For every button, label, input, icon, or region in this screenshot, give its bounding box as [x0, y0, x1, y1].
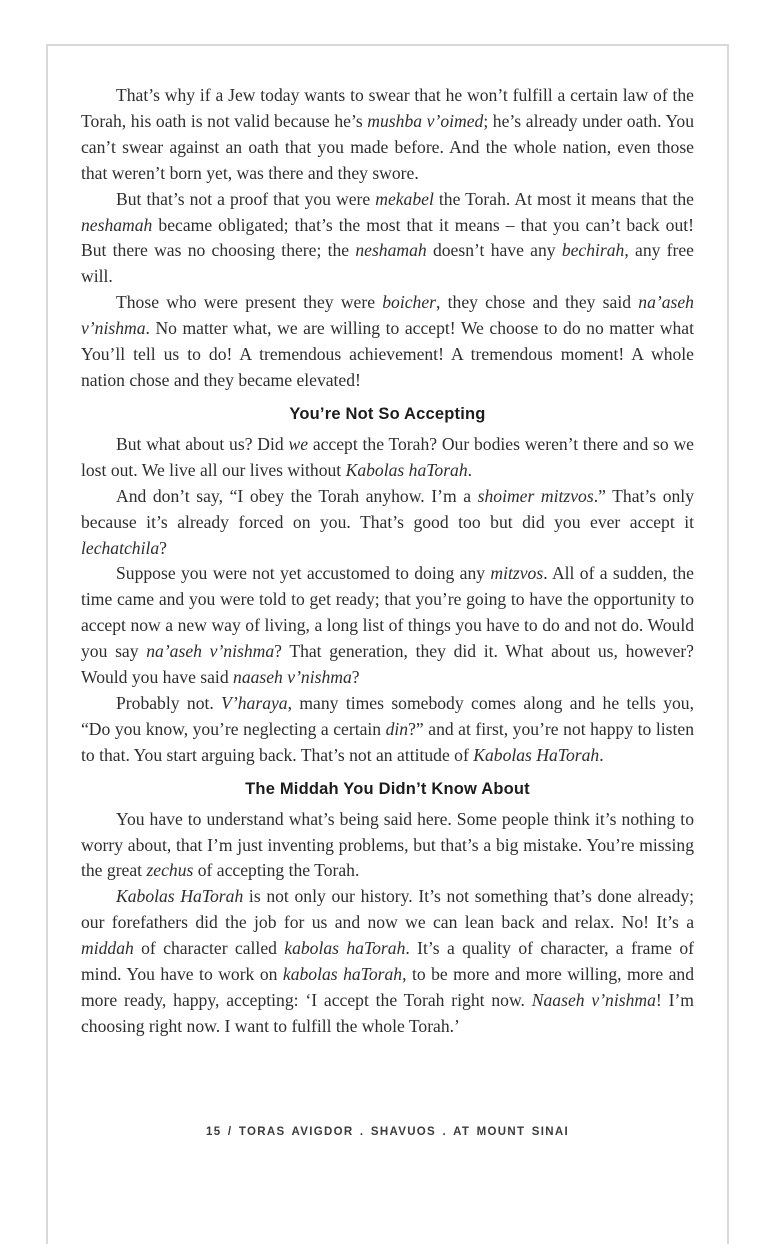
text-run: Probably not. — [116, 692, 222, 713]
italic-term: din — [385, 718, 409, 739]
page-frame — [46, 44, 729, 1244]
text-run: accept the Torah? Our bodies weren’t there and so we lost out. We live all our lives without — [81, 433, 694, 480]
italic-term: Kabolas haTorah — [345, 459, 468, 480]
text-run: You’re Not So Accepting — [289, 404, 486, 423]
text-run: doesn’t have any — [426, 240, 562, 261]
text-run: the Torah. At most it means that the — [433, 188, 694, 209]
paragraph — [81, 484, 694, 562]
italic-term: na’aseh v’nishma — [146, 641, 275, 662]
italic-term: na’aseh v’nishma — [81, 292, 694, 339]
italic-term: we — [288, 433, 309, 454]
paragraph — [81, 807, 694, 885]
italic-term: Kabolas HaTorah — [116, 886, 244, 907]
text-run: , they chose and they said — [436, 292, 639, 313]
italic-term: mekabel — [375, 188, 434, 209]
italic-term: mitzvos — [490, 563, 544, 584]
text-run: You have to understand what’s being said here. Some people think it’s nothing to worry about, that I’m just inventing problems, but that’s a big mistake. You’re missing the great — [81, 808, 694, 881]
text-run: of character called — [133, 938, 285, 959]
italic-term: mushba v’oimed — [367, 110, 484, 131]
italic-term: Kabolas HaTorah — [473, 744, 600, 765]
text-run: of accepting the Torah. — [193, 860, 360, 881]
text-run: Those who were present they were — [116, 292, 383, 313]
text-run: .” That’s only because it’s already forced on you. That’s good too but did you ever accept it — [81, 485, 694, 532]
italic-term: Naaseh v’nishma — [531, 990, 656, 1010]
text-run: ? That generation, they did it. What about us, however? Would you have said — [81, 641, 694, 688]
italic-term: V’haraya — [221, 692, 288, 713]
text-run: ! I’m choosing right now. I want to fulfill the whole Torah.’ — [81, 990, 694, 1036]
italic-term: bechirah — [561, 240, 625, 261]
paragraph — [81, 83, 694, 187]
section-heading — [81, 401, 694, 427]
italic-term: naaseh v’nishma — [233, 667, 352, 688]
italic-term: kabolas haTorah — [284, 938, 406, 959]
paragraph — [81, 561, 694, 691]
italic-term: middah — [81, 938, 134, 959]
paragraph — [81, 691, 694, 769]
italic-term: zechus — [146, 860, 194, 881]
italic-term: boicher — [382, 292, 436, 313]
paragraph — [81, 187, 694, 291]
text-run: . It’s a quality of character, a frame of mind. You have to work on — [81, 938, 694, 985]
text-run: , many times somebody comes along and he tells you, “Do you know, you’re neglecting a certain — [81, 692, 694, 739]
text-run: ? — [159, 537, 167, 558]
text-run: . All of a sudden, the time came and you were told to get ready; that you’re going to have the opportunity to accept now a new way of living, a long list of things you have to do and not do. Would you say — [81, 563, 694, 662]
text-run: But what about us? Did — [116, 433, 289, 454]
italic-term: lechatchila — [81, 537, 160, 558]
text-run: ; he’s already under oath. You can’t swear against an oath that you made before. And the whole nation, even those that weren’t born yet, was there and they swore. — [81, 110, 694, 183]
text-run: The Middah You Didn’t Know About — [245, 779, 530, 798]
italic-term: neshamah — [81, 214, 153, 235]
italic-term: neshamah — [355, 240, 427, 261]
text-run: became obligated; that’s the most that it means – that you can’t back out! But there was no choosing there; the — [81, 214, 694, 261]
text-run: , to be more and more willing, more and more ready, happy, accepting: ‘I accept the Torah right now. — [81, 964, 694, 1010]
paragraph — [81, 884, 694, 1039]
text-run: . — [467, 459, 473, 480]
paragraph — [81, 432, 694, 484]
text-run: And don’t say, “I obey the Torah anyhow. I’m a — [116, 485, 478, 506]
text-run: , any free will. — [81, 240, 694, 287]
page-footer: 15 / TORAS AVIGDOR . SHAVUOS . AT MOUNT SINAI — [206, 1126, 569, 1138]
text-run: But that’s not a proof that you were — [116, 188, 376, 209]
text-run: ? — [351, 667, 360, 688]
text-run: is not only our history. It’s not something that’s done already; our forefathers did the job for us and now we can lean back and relax. No! It’s a — [81, 886, 694, 933]
paragraph — [81, 290, 694, 394]
text-run: . No matter what, we are willing to accept! We choose to do no matter what You’ll tell us to do! A tremendous achievement! A tremendous moment! A whole nation chose and they became elevated! — [81, 318, 694, 390]
text-run: That’s why if a Jew today wants to swear that he won’t fulfill a certain law of the Torah, his oath is not valid because he’s — [81, 85, 694, 131]
section-heading — [81, 776, 694, 802]
article-body — [48, 46, 727, 1040]
text-run: Suppose you were not yet accustomed to doing any — [116, 563, 491, 584]
italic-term: kabolas haTorah — [282, 964, 403, 985]
text-run: ?” and at first, you’re not happy to listen to that. You start arguing back. That’s not an attitude of — [81, 718, 694, 765]
text-run: . — [599, 744, 604, 765]
italic-term: shoimer mitzvos — [477, 485, 594, 506]
